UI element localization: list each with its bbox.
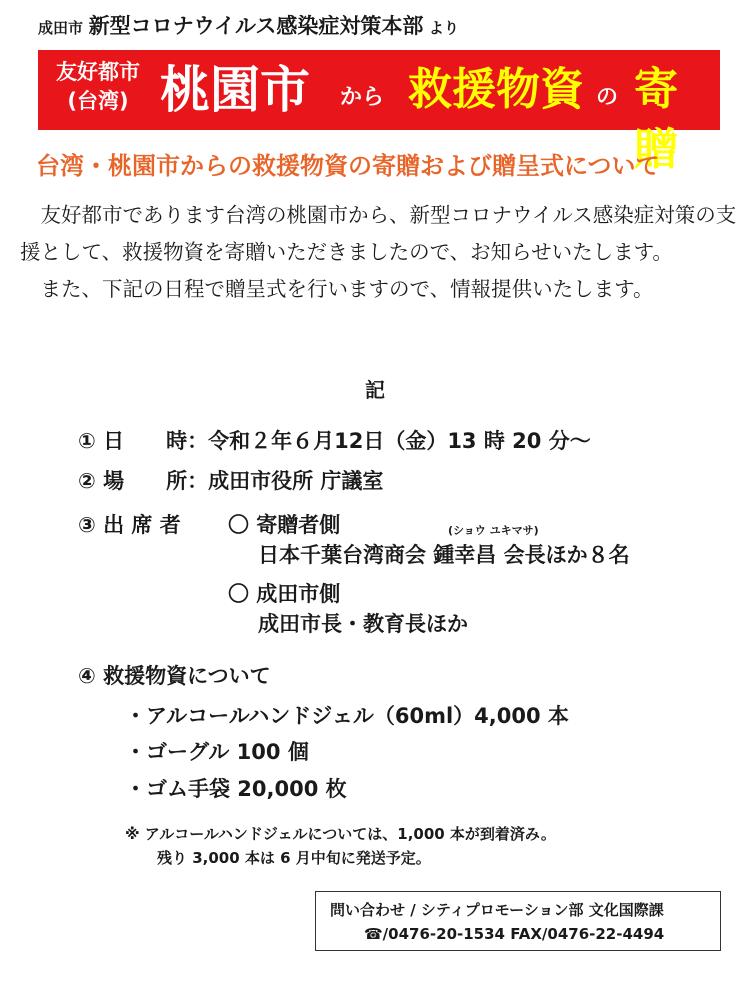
body-text [20, 197, 738, 308]
item-place [78, 465, 383, 495]
issuer-line [38, 10, 459, 40]
banner-aid: 救援物資 [408, 64, 584, 115]
contact-phone-fax: ☎/0476-20-1534 FAX/0476-22-4494 [364, 925, 665, 943]
attendee-name-ruby: (ショウ ユキマサ) [448, 524, 539, 537]
goods-item: ・ゴーグル 100 個 [125, 740, 309, 764]
banner-gift: 寄贈 [634, 64, 678, 175]
banner-kara: から [340, 85, 385, 110]
goods-item: ・アルコールハンドジェル（60ml）4,000 本 [125, 704, 569, 728]
ki-heading: 記 [365, 378, 385, 402]
item-date [78, 425, 591, 455]
banner-city: 桃園市 [160, 61, 310, 119]
attendees-donor-body: 日本千葉台湾商会 鍾幸昌 会長ほか８名 [258, 543, 630, 567]
attendees-narita-heading: 〇 成田市側 [228, 582, 341, 606]
note-line-1: ※ アルコールハンドジェルについては、1,000 本が到着済み。 [125, 825, 556, 843]
attendees-donor-heading: 〇 寄贈者側 [228, 513, 341, 537]
place-value: 成田市役所 庁議室 [208, 469, 384, 493]
contact-department: 問い合わせ / シティプロモーション部 文化国際課 [330, 901, 664, 919]
note-line-2: 残り 3,000 本は 6 月中旬に発送予定。 [157, 849, 431, 867]
issuer-from: より [428, 19, 459, 37]
subtitle: 台湾・桃園市からの救援物資の寄贈および贈呈式について [36, 152, 660, 180]
attendees-narita-body: 成田市長・教育長ほか [258, 612, 468, 636]
attendees-label: ③ 出 席 者 [78, 513, 181, 537]
place-label: ② 場 所： [78, 469, 209, 493]
date-value: 令和２年６月12日（金）13 時 20 分〜 [208, 429, 591, 453]
paragraph-1: 友好都市であります台湾の桃園市から、新型コロナウイルス感染症対策の支援として、救援物資を寄贈いただきましたので、お知らせいたします。 [20, 203, 737, 264]
date-label: ① 日 時： [78, 429, 209, 453]
paragraph-2: また、下記の日程で贈呈式を行いますので、情報提供いたします。 [40, 277, 654, 301]
goods-item: ・ゴム手袋 20,000 枚 [125, 777, 347, 801]
banner-no: の [596, 85, 619, 110]
issuer-city: 成田市 [38, 19, 84, 37]
contact-box [315, 891, 721, 951]
sister-city-label [52, 58, 144, 116]
goods-label: ④ 救援物資について [78, 664, 271, 688]
sister-city-line2: (台湾) [67, 89, 129, 113]
sister-city-line1: 友好都市 [56, 60, 140, 84]
note [125, 822, 556, 870]
issuer-hq: 新型コロナウイルス感染症対策本部 [88, 14, 424, 38]
